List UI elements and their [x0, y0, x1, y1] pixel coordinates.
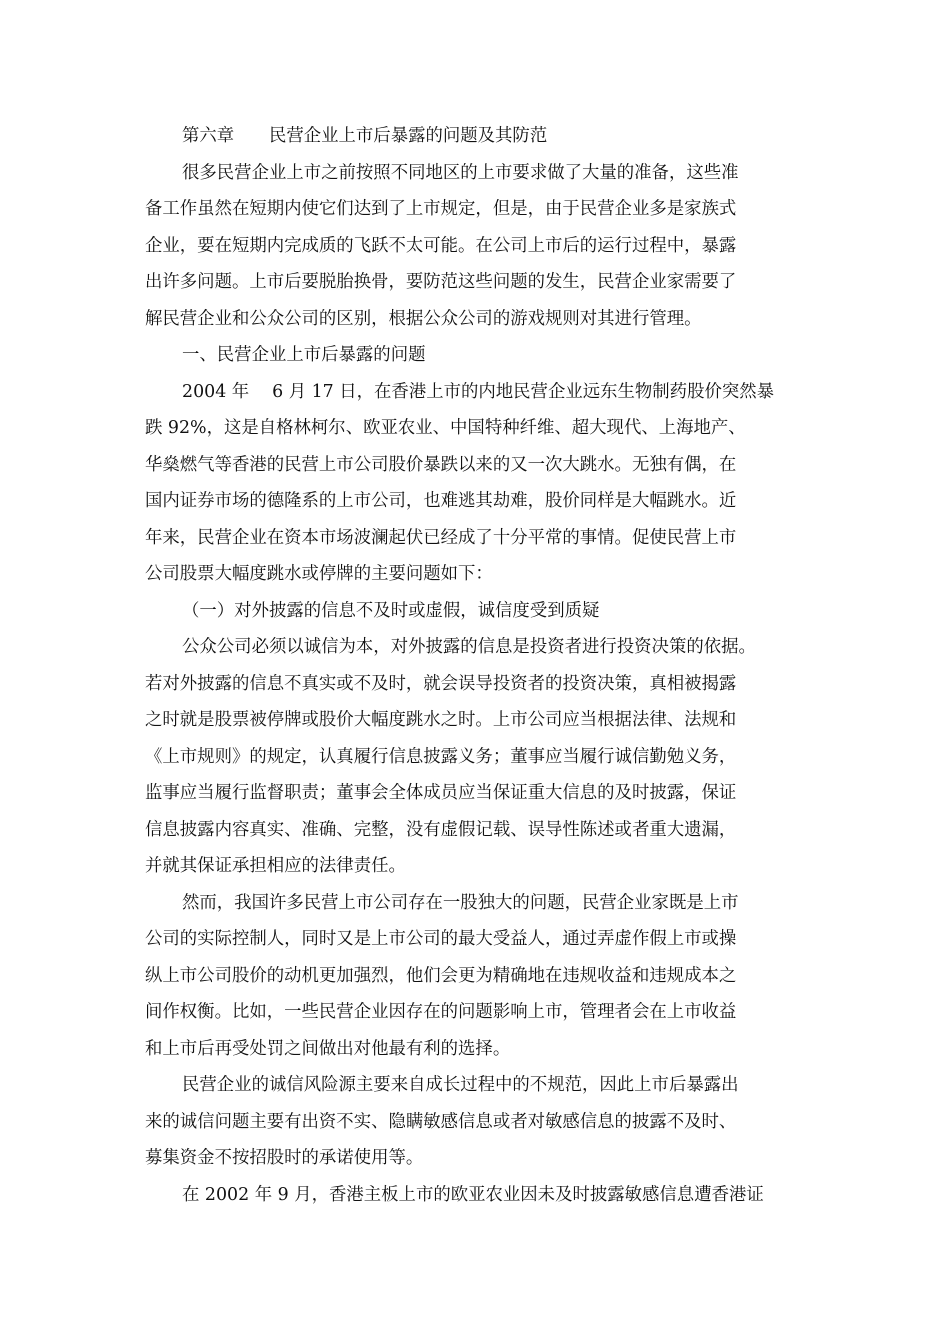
section-heading: 一、民营企业上市后暴露的问题	[182, 345, 426, 365]
text-line: 纵上市公司股价的动机更加强烈，他们会更为精确地在违规收益和违规成本之	[145, 965, 737, 986]
text-line: 2004 年 6 月 17 日，在香港上市的内地民营企业远东生物制药股价突然暴	[182, 381, 775, 402]
text-line: 解民营企业和公众公司的区别，根据公众公司的游戏规则对其进行管理。	[145, 308, 702, 329]
text-line: 若对外披露的信息不真实或不及时，就会误导投资者的投资决策，真相被揭露	[145, 673, 737, 694]
text-line: 备工作虽然在短期内使它们达到了上市规定，但是，由于民营企业多是家族式	[145, 199, 737, 219]
text-line: 公众公司必须以诚信为本，对外披露的信息是投资者进行投资决策的依据。	[182, 637, 756, 657]
text-line: 间作权衡。比如，一些民营企业因存在的问题影响上市，管理者会在上市收益	[145, 1002, 737, 1022]
text-line: 和上市后再受处罚之间做出对他最有利的选择。	[145, 1038, 511, 1059]
text-line: 企业，要在短期内完成质的飞跃不太可能。在公司上市后的运行过程中，暴露	[145, 235, 737, 256]
text-line: 在 2002 年 9 月，香港主板上市的欧亚农业因未及时披露敏感信息遭香港证	[182, 1184, 764, 1205]
text-line: 募集资金不按招股时的承诺使用等。	[145, 1148, 424, 1168]
text-line: 公司的实际控制人，同时又是上市公司的最大受益人，通过弄虚作假上市或操	[145, 929, 737, 949]
text-line: 监事应当履行监督职责；董事会全体成员应当保证重大信息的及时披露，保证	[145, 783, 737, 803]
body-text	[145, 118, 835, 1213]
text-line: 民营企业的诚信风险源主要来自成长过程中的不规范，因此上市后暴露出	[182, 1075, 739, 1095]
text-line: 很多民营企业上市之前按照不同地区的上市要求做了大量的准备，这些准	[182, 162, 739, 183]
text-line: 公司股票大幅度跳水或停牌的主要问题如下：	[145, 564, 493, 584]
text-line: 年来，民营企业在资本市场波澜起伏已经成了十分平常的事情。促使民营上市	[145, 527, 737, 548]
section-heading: （一）对外披露的信息不及时或虚假，诚信度受到质疑	[182, 600, 600, 621]
text-line: 信息披露内容真实、准确、完整，没有虚假记载、误导性陈述或者重大遗漏，	[145, 819, 737, 840]
text-line: 《上市规则》的规定，认真履行信息披露义务；董事应当履行诚信勤勉义务，	[145, 746, 737, 767]
chapter-title: 第六章 民营企业上市后暴露的问题及其防范	[182, 126, 548, 146]
text-line: 之时就是股票被停牌或股价大幅度跳水之时。上市公司应当根据法律、法规和	[145, 710, 737, 730]
text-line: 跌 92%，这是自格林柯尔、欧亚农业、中国特种纤维、超大现代、上海地产、	[145, 418, 746, 438]
text-line: 出许多问题。上市后要脱胎换骨，要防范这些问题的发生，民营企业家需要了	[145, 272, 737, 292]
text-line: 然而，我国许多民营上市公司存在一股独大的问题，民营企业家既是上市	[182, 892, 739, 913]
text-line: 华燊燃气等香港的民营上市公司股价暴跌以来的又一次大跳水。无独有偶，在	[145, 454, 737, 475]
text-line: 来的诚信问题主要有出资不实、隐瞒敏感信息或者对敏感信息的披露不及时、	[145, 1111, 737, 1132]
text-line: 并就其保证承担相应的法律责任。	[145, 856, 406, 876]
text-line: 国内证券市场的德隆系的上市公司，也难逃其劫难，股价同样是大幅跳水。近	[145, 491, 737, 511]
